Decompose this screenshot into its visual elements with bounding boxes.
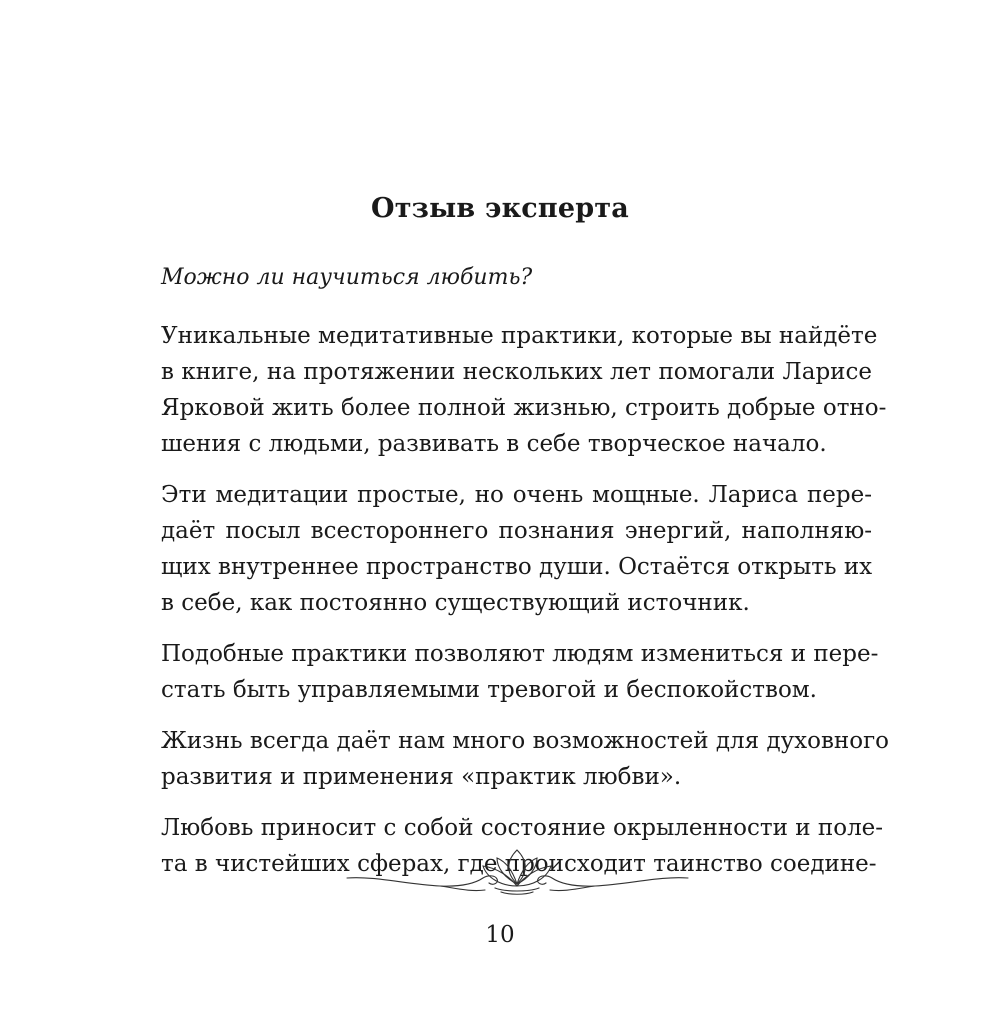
text-line: Эти медитации простые, но очень мощные. Лариса пере- (161, 482, 872, 508)
text-line: в себе, как постоянно существующий источник. (161, 590, 750, 616)
text-line: шения с людьми, развивать в себе творческое начало. (161, 431, 827, 457)
text-line: в книге, на протяжении нескольких лет помогали Ларисе (161, 359, 872, 385)
text-line: даёт посыл всестороннего познания энергий, наполняю- (161, 518, 872, 544)
text-line: Любовь приносит с собой состояние окрыленности и поле- (161, 815, 884, 841)
text-line: развития и применения «практик любви». (161, 764, 682, 790)
page-number: 10 (485, 922, 515, 948)
paragraph-1 (161, 318, 887, 462)
body-text (161, 318, 889, 897)
text-line: Подобные практики позволяют людям измениться и пере- (161, 641, 879, 667)
text-line: щих внутреннее пространство души. Остаётся открыть их (161, 554, 873, 580)
page-title: Отзыв эксперта (371, 193, 629, 224)
text-line: Ярковой жить более полной жизнью, строить добрые отно- (161, 395, 887, 421)
paragraph-2 (161, 477, 872, 621)
text-line: Жизнь всегда даёт нам много возможностей для духовного (161, 728, 889, 754)
paragraph-3 (161, 636, 879, 708)
lotus-ornament-icon (345, 842, 690, 904)
text-line: Уникальные медитативные практики, которые вы найдёте (161, 323, 878, 349)
paragraph-4 (161, 723, 889, 795)
subtitle-question: Можно ли научиться любить? (161, 265, 533, 290)
text-line: та в чистейших сферах, где происходит таинство соедине- (161, 851, 877, 877)
text-line: стать быть управляемыми тревогой и беспокойством. (161, 677, 817, 703)
